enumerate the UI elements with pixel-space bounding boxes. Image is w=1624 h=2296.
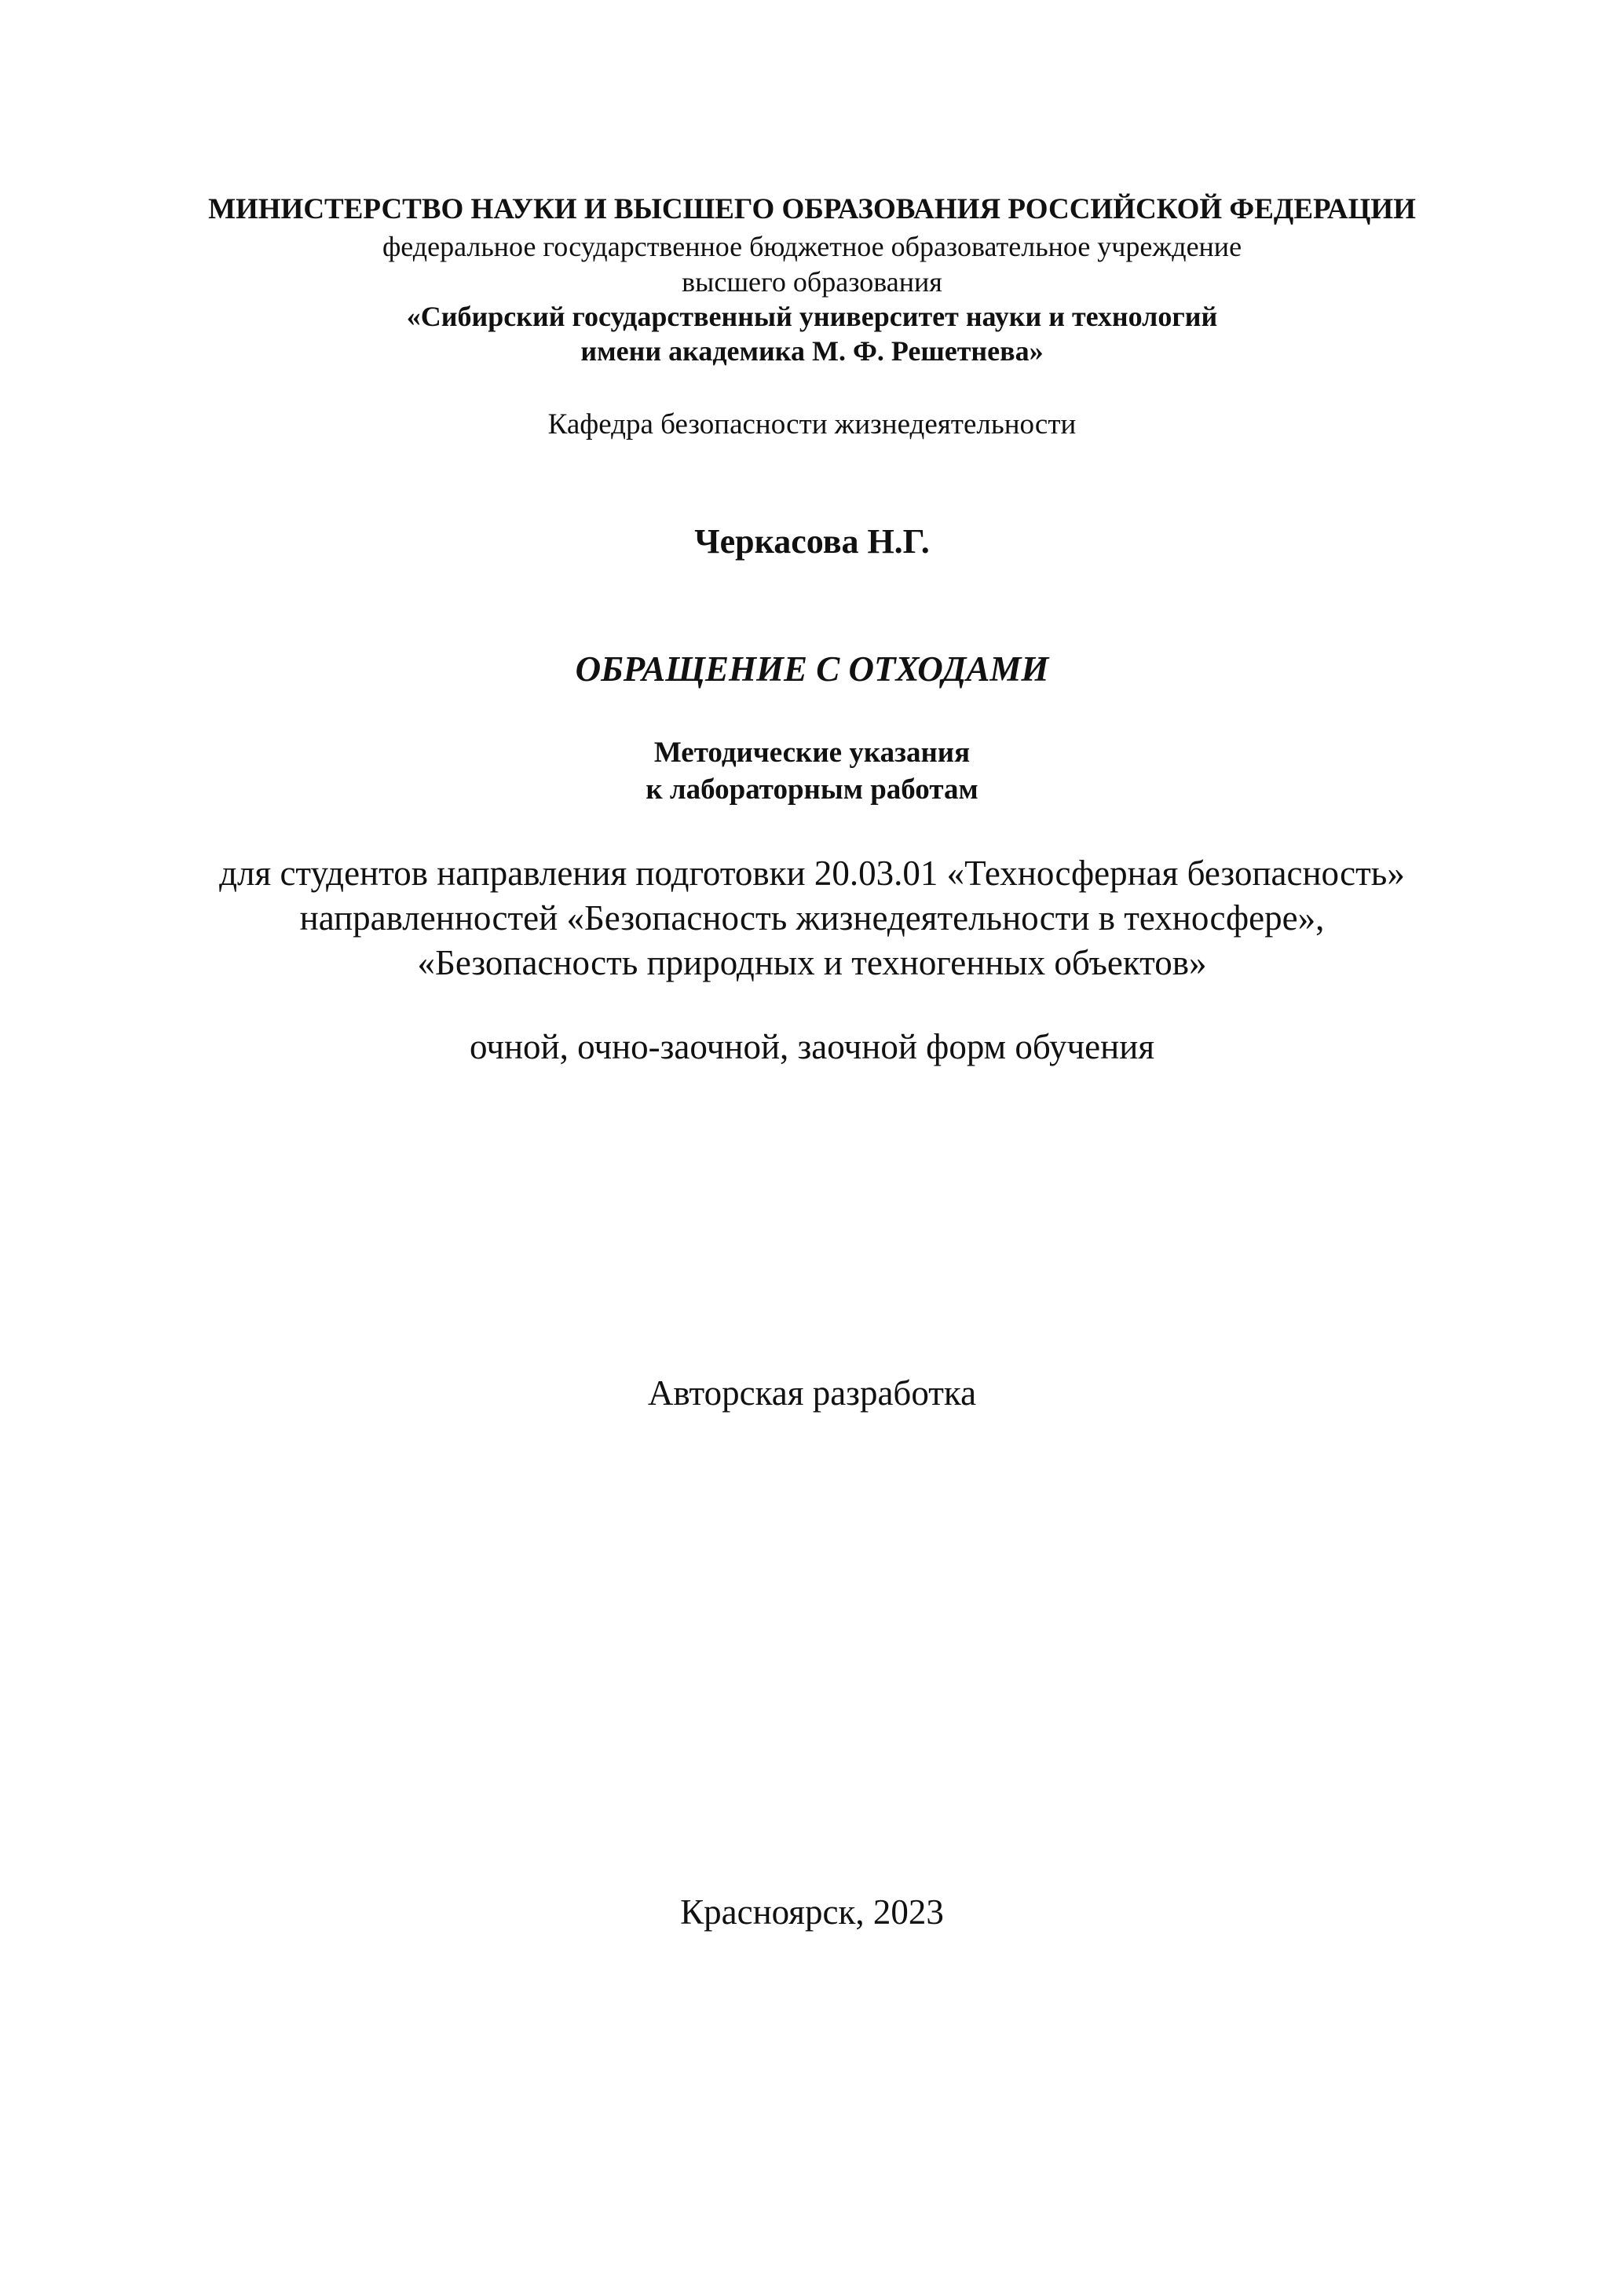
university-name-line-2: имени академика М. Ф. Решетнева»: [580, 335, 1044, 367]
authorship-note: Авторская разработка: [647, 1373, 977, 1413]
institution-type-line-2: высшего образования: [682, 266, 942, 298]
university-name-line-1: «Сибирский государственный университет науки и технологий: [406, 301, 1218, 332]
study-forms: очной, очно-заочной, заочной форм обучения: [469, 1027, 1155, 1066]
document-subtitle-line-1: Методические указания: [653, 737, 971, 769]
document-subtitle-line-2: к лабораторным работам: [646, 773, 978, 806]
institution-type-line-1: федеральное государственное бюджетное образовательное учреждение: [382, 231, 1242, 262]
audience-line-3: «Безопасность природных и техногенных объектов»: [417, 943, 1207, 982]
ministry-name: МИНИСТЕРСТВО НАУКИ И ВЫСШЕГО ОБРАЗОВАНИЯ РОССИЙСКОЙ ФЕДЕРАЦИИ: [208, 193, 1416, 225]
author-name: Черкасова Н.Г.: [694, 522, 930, 561]
document-title: ОБРАЩЕНИЕ С ОТХОДАМИ: [575, 649, 1049, 689]
audience-line-2: направленностей «Безопасность жизнедеятельности в техносфере»,: [299, 898, 1325, 938]
audience-line-1: для студентов направления подготовки 20.03.01 «Техносферная безопасность»: [219, 854, 1405, 893]
department-name: Кафедра безопасности жизнедеятельности: [547, 408, 1077, 441]
city-and-year: Красноярск, 2023: [680, 1892, 944, 1932]
